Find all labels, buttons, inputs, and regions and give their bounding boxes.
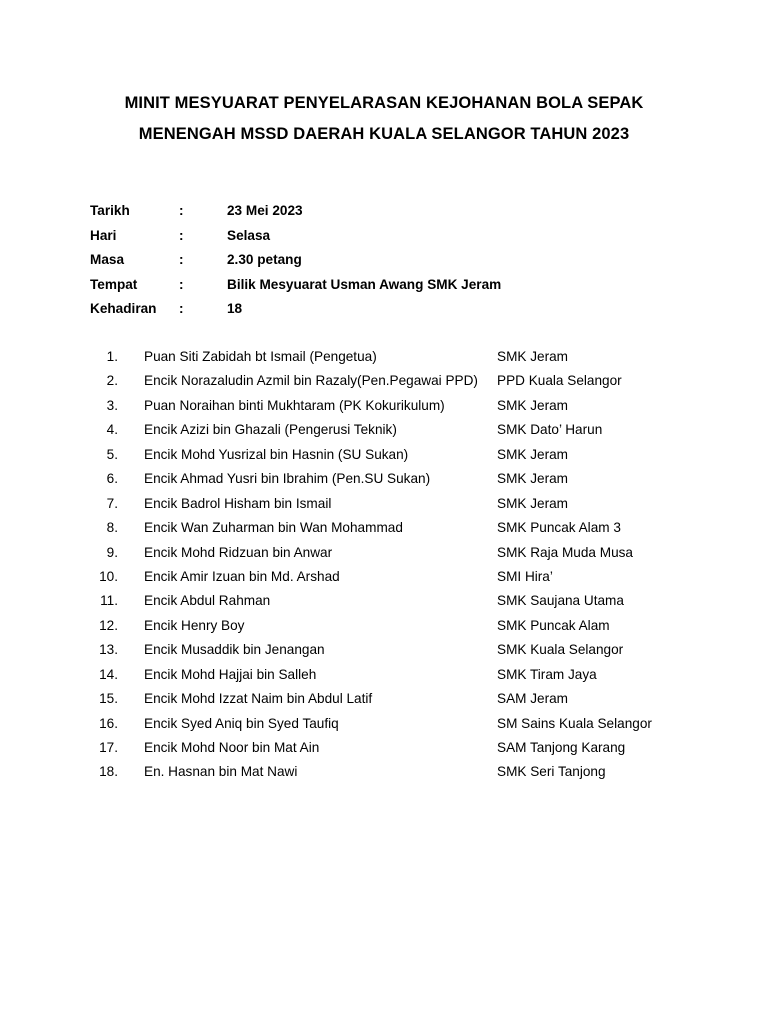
attendee-number: 15. — [99, 691, 118, 707]
attendee-school: SAM Tanjong Karang — [497, 740, 626, 755]
meeting-info-label: Tarikh — [90, 203, 130, 218]
attendee-name: Encik Ahmad Yusri bin Ibrahim (Pen.SU Sukan) — [144, 471, 431, 487]
attendee-number: 18. — [99, 764, 118, 780]
meeting-info-label: Masa — [90, 252, 125, 267]
attendee-number: 16. — [99, 715, 118, 731]
attendee-number: 5. — [106, 446, 118, 462]
document-title-line-2: MENENGAH MSSD DAERAH KUALA SELANGOR TAHUN 2023 — [138, 125, 630, 143]
attendee-row — [0, 398, 768, 422]
attendee-name: Encik Badrol Hisham bin Ismail — [144, 495, 332, 511]
meeting-info-label: Tempat — [90, 276, 138, 292]
attendee-school: SMK Jeram — [497, 446, 569, 462]
attendee-name: Encik Mohd Ridzuan bin Anwar — [144, 544, 333, 560]
attendee-name: Encik Musaddik bin Jenangan — [144, 642, 325, 658]
attendee-name: Encik Amir Izuan bin Md. Arshad — [144, 568, 340, 584]
attendee-name: Encik Mohd Noor bin Mat Ain — [144, 740, 320, 755]
attendee-row — [0, 593, 768, 617]
attendee-school: SMK Jeram — [497, 397, 569, 413]
meeting-info-value: Selasa — [227, 227, 271, 243]
attendee-row — [0, 764, 768, 788]
attendee-name: Encik Abdul Rahman — [144, 593, 271, 609]
attendee-name: Puan Noraihan binti Mukhtaram (PK Kokurikulum) — [144, 397, 445, 413]
attendee-number: 6. — [106, 471, 118, 487]
attendee-number: 1. — [106, 349, 118, 364]
attendee-school: SMK Saujana Utama — [497, 593, 624, 609]
attendee-list — [0, 349, 768, 789]
attendee-school: SMK Jeram — [497, 349, 569, 364]
attendee-name: Encik Henry Boy — [144, 617, 245, 633]
meeting-info-colon: : — [179, 203, 184, 218]
attendee-row — [0, 349, 768, 373]
attendee-number: 17. — [99, 740, 118, 755]
attendee-school: SMK Raja Muda Musa — [497, 544, 633, 560]
meeting-info-value: 18 — [227, 301, 243, 316]
attendee-row — [0, 691, 768, 715]
attendee-row — [0, 740, 768, 764]
document-title-line-1: MINIT MESYUARAT PENYELARASAN KEJOHANAN BOLA SEPAK — [124, 94, 644, 112]
attendee-school: SMK Jeram — [497, 471, 569, 487]
attendee-row — [0, 667, 768, 691]
attendee-row — [0, 642, 768, 666]
attendee-number: 10. — [99, 568, 118, 584]
attendee-row — [0, 618, 768, 642]
attendee-school: SMK Seri Tanjong — [497, 764, 606, 780]
attendee-school: SM Sains Kuala Selangor — [497, 715, 652, 731]
meeting-info-value: 23 Mei 2023 — [227, 203, 303, 218]
attendee-name: Encik Azizi bin Ghazali (Pengerusi Teknik) — [144, 422, 397, 438]
attendee-row — [0, 471, 768, 495]
attendee-school: SMK Jeram — [497, 495, 569, 511]
attendee-number: 14. — [99, 666, 118, 682]
attendee-number: 2. — [106, 373, 118, 389]
attendee-name: En. Hasnan bin Mat Nawi — [144, 764, 298, 780]
attendee-school: SAM Jeram — [497, 691, 569, 707]
attendee-name: Encik Mohd Yusrizal bin Hasnin (SU Sukan) — [144, 446, 409, 462]
attendee-row — [0, 520, 768, 544]
attendee-row — [0, 569, 768, 593]
attendee-number: 9. — [106, 544, 118, 560]
attendee-number: 12. — [99, 617, 118, 633]
attendee-row — [0, 716, 768, 740]
meeting-info-value: Bilik Mesyuarat Usman Awang SMK Jeram — [227, 276, 502, 292]
attendee-school: PPD Kuala Selangor — [497, 373, 622, 389]
meeting-info-label: Hari — [90, 227, 117, 243]
meeting-info-colon: : — [179, 276, 184, 292]
attendee-number: 8. — [106, 520, 118, 536]
attendee-school: SMK Puncak Alam 3 — [497, 520, 621, 536]
meeting-info-colon: : — [179, 301, 184, 316]
attendee-row — [0, 447, 768, 471]
attendee-school: SMK Kuala Selangor — [497, 642, 624, 658]
attendee-row — [0, 545, 768, 569]
meeting-info-colon: : — [179, 227, 184, 243]
attendee-number: 4. — [106, 422, 118, 438]
attendee-name: Encik Mohd Hajjai bin Salleh — [144, 666, 317, 682]
attendee-school: SMK Tiram Jaya — [497, 666, 597, 682]
attendee-name: Encik Wan Zuharman bin Wan Mohammad — [144, 520, 403, 536]
attendee-school: SMK Puncak Alam — [497, 617, 610, 633]
attendee-name: Puan Siti Zabidah bt Ismail (Pengetua) — [144, 349, 377, 364]
attendee-number: 7. — [106, 495, 118, 511]
meeting-info-colon: : — [179, 252, 184, 267]
attendee-number: 11. — [100, 593, 118, 609]
attendee-row — [0, 422, 768, 446]
meeting-info-label: Kehadiran — [90, 301, 157, 316]
attendee-number: 13. — [99, 642, 118, 658]
attendee-name: Encik Syed Aniq bin Syed Taufiq — [144, 715, 339, 731]
attendee-name: Encik Mohd Izzat Naim bin Abdul Latif — [144, 691, 373, 707]
attendee-number: 3. — [106, 397, 118, 413]
attendee-school: SMK Dato’ Harun — [497, 422, 603, 438]
attendee-school: SMI Hira’ — [497, 568, 553, 584]
attendee-row — [0, 373, 768, 397]
meeting-info-value: 2.30 petang — [227, 252, 302, 267]
attendee-name: Encik Norazaludin Azmil bin Razaly(Pen.Pegawai PPD) — [144, 373, 478, 389]
attendee-row — [0, 496, 768, 520]
